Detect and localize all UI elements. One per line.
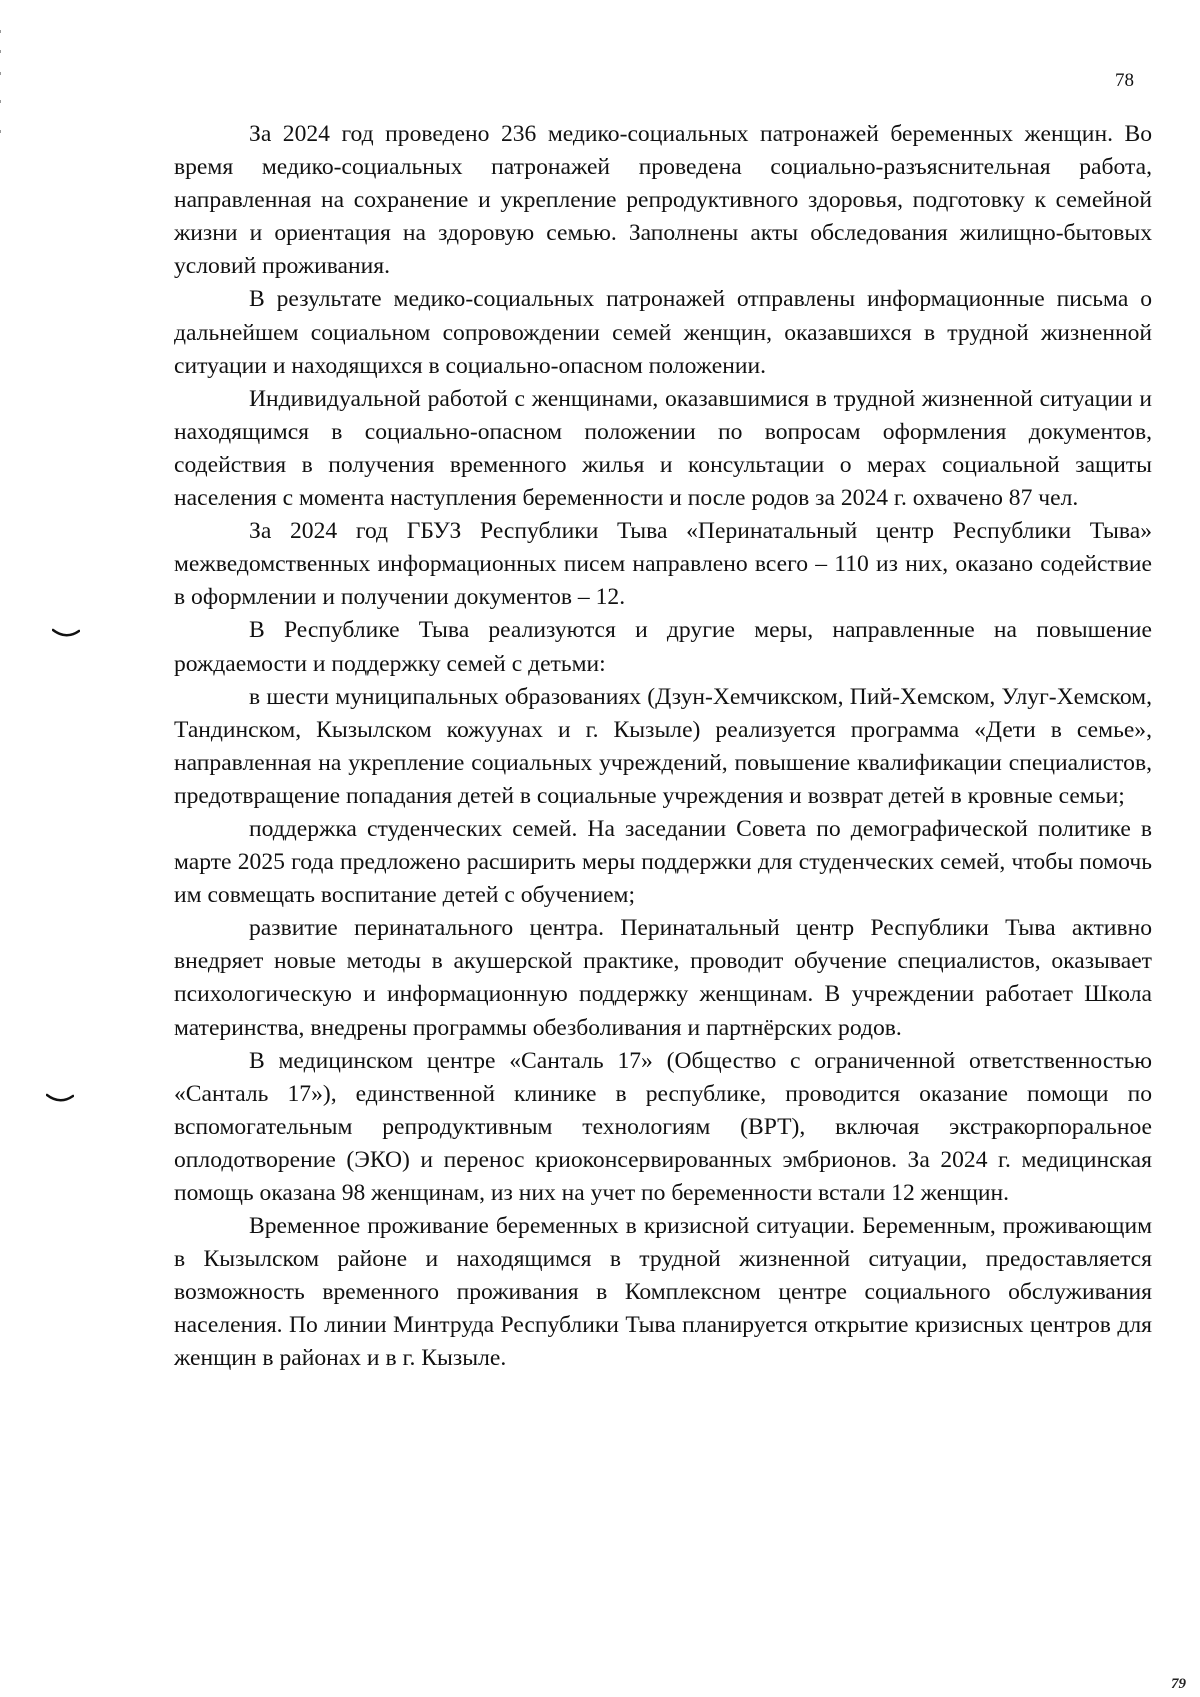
list-item-paragraph: развитие перинатального центра. Перинатальный центр Республики Тыва активно внедряет новые методы в акушерской практике, проводит обучение специалистов, оказывает психологическую и информационную поддержку женщинам. В учреждении работает Школа материнства, внедрены программы обезболивания и партнёрских родов. — [174, 915, 1152, 1041]
paragraph: За 2024 год проведено 236 медико-социальных патронажей беременных женщин. Во время медико-социальных патронажей проведена социально-разъяснительная работа, направленная на сохранение и укрепление репродуктивного здоровья, подготовку к семейной жизни и ориентация на здоровую семью. Заполнены акты обследования жилищно-бытовых условий проживания. — [174, 121, 1152, 280]
page-number: 78 — [1115, 70, 1134, 91]
document-body — [174, 118, 1152, 1376]
binder-hole-mark — [52, 628, 80, 638]
list-item-paragraph: поддержка студенческих семей. На заседании Совета по демографической политике в марте 2025 года предложено расширить меры поддержки для студенческих семей, чтобы помочь им совмещать воспитание детей с обучением; — [174, 815, 1152, 909]
paragraph: В медицинском центре «Санталь 17» (Общество с ограниченной ответственностью «Санталь 17»), единственной клинике в республике, проводится оказание помощи по вспомогательным репродуктивным технологиям (ВРТ), включая экстракорпоральное оплодотворение (ЭКО) и перенос криоконсервированных эмбрионов. За 2024 г. медицинская помощь оказана 98 женщинам, из них на учет по беременности встали 12 женщин. — [174, 1047, 1152, 1206]
paragraph: В результате медико-социальных патронажей отправлены информационные письма о дальнейшем социальном сопровождении семей женщин, оказавшихся в трудной жизненной ситуации и находящихся в социально-опасном положении. — [174, 286, 1152, 379]
list-item-paragraph: в шести муниципальных образованиях (Дзун-Хемчикском, Пий-Хемском, Улуг-Хемском, Тандинском, Кызылском кожуунах и г. Кызыле) реализуется программа «Дети в семье», направленная на укрепление социальных учреждений, повышение квалификации специалистов, предотвращение попадания детей в социальные учреждения и возврат детей в кровные семьи; — [174, 683, 1152, 809]
scan-edge-artifact — [0, 30, 3, 150]
paragraph: Индивидуальной работой с женщинами, оказавшимися в трудной жизненной ситуации и находящимся в социально-опасном положении по вопросам оформления документов, содействия в получения временного жилья и консультации о мерах социальной защиты населения с момента наступления беременности и после родов за 2024 г. охвачено 87 чел. — [174, 385, 1152, 512]
paragraph: Временное проживание беременных в кризисной ситуации. Беременным, проживающим в Кызылском районе и находящимся в трудной жизненной ситуации, предоставляется возможность временного проживания в Комплексном центре социального обслуживания населения. По линии Минтруда Республики Тыва планируется открытие кризисных центров для женщин в районах и в г. Кызыле. — [174, 1213, 1152, 1372]
paragraph: За 2024 год ГБУЗ Республики Тыва «Перинатальный центр Республики Тыва» межведомственных информационных писем направлено всего – 110 из них, оказано содействие в оформлении и получении документов – 12. — [174, 518, 1152, 611]
binder-hole-mark — [46, 1093, 74, 1103]
handwritten-page-mark: 79 — [1171, 1676, 1186, 1692]
paragraph: В Республике Тыва реализуются и другие меры, направленные на повышение рождаемости и поддержку семей с детьми: — [174, 617, 1152, 677]
